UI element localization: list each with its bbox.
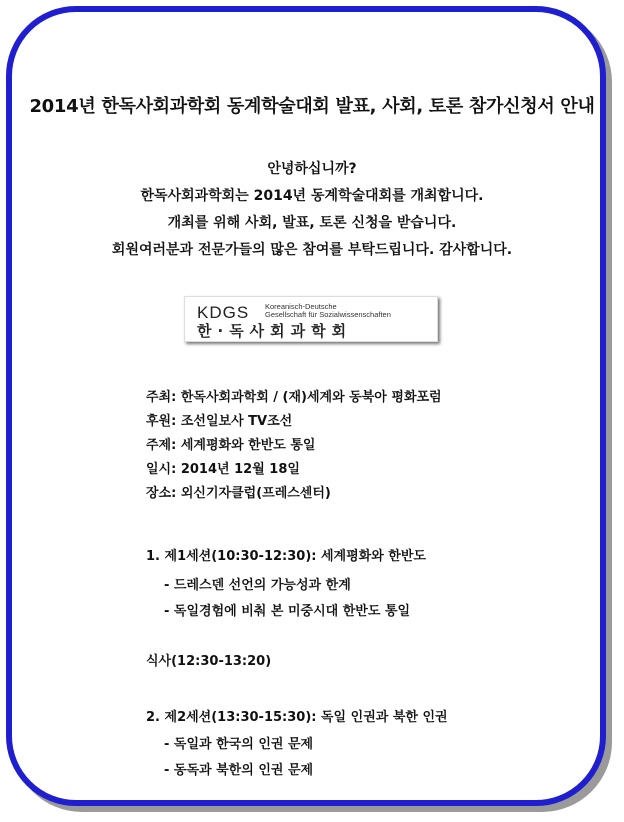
logo-subtitle-line: Gesellschaft für Sozialwissenschaften (265, 310, 391, 319)
info-venue: 장소: 외신기자클럽(프레스센터) (146, 486, 331, 501)
session-1-item: - 드레스덴 선언의 가능성과 한계 (164, 578, 351, 593)
session-1-item: - 독일경험에 비춰 본 미중시대 한반도 통일 (164, 604, 411, 619)
logo-subtitle-line: Koreanisch-Deutsche (265, 302, 337, 311)
logo-korean-name: 한·독사회과학회 (197, 322, 353, 340)
greeting-line: 안녕하십니까? (267, 161, 357, 177)
info-theme: 주제: 세계평화와 한반도 통일 (146, 438, 316, 453)
info-date: 일시: 2014년 12월 18일 (146, 462, 300, 477)
logo-abbr: KDGS (197, 303, 250, 322)
page-title: 2014년 한독사회과학회 동계학술대회 발표, 사회, 토론 참가신청서 안내 (29, 96, 595, 117)
greeting-block (0, 156, 624, 264)
greeting-line: 한독사회과학회는 2014년 동계학술대회를 개최합니다. (140, 188, 484, 204)
greeting-line: 개최를 위해 사회, 발표, 토론 신청을 받습니다. (167, 215, 457, 231)
session-2-item: - 독일과 한국의 인권 문제 (164, 737, 314, 752)
kdgs-logo (184, 296, 438, 342)
info-sponsor: 후원: 조선일보사 TV조선 (146, 414, 293, 429)
greeting-line: 회원여러분과 전문가들의 많은 참여를 부탁드립니다. 감사합니다. (111, 242, 513, 258)
logo-subtitle (265, 303, 391, 319)
session-2-heading: 2. 제2세션(13:30-15:30): 독일 인권과 북한 인권 (146, 710, 448, 725)
info-host: 주최: 한독사회과학회 / (재)세계와 동북아 평화포럼 (146, 390, 442, 405)
session-1-heading: 1. 제1세션(10:30-12:30): 세계평화와 한반도 (146, 549, 426, 564)
lunch-break: 식사(12:30-13:20) (146, 654, 272, 669)
event-info (146, 386, 442, 506)
session-2-item: - 동독과 북한의 인권 문제 (164, 763, 314, 778)
